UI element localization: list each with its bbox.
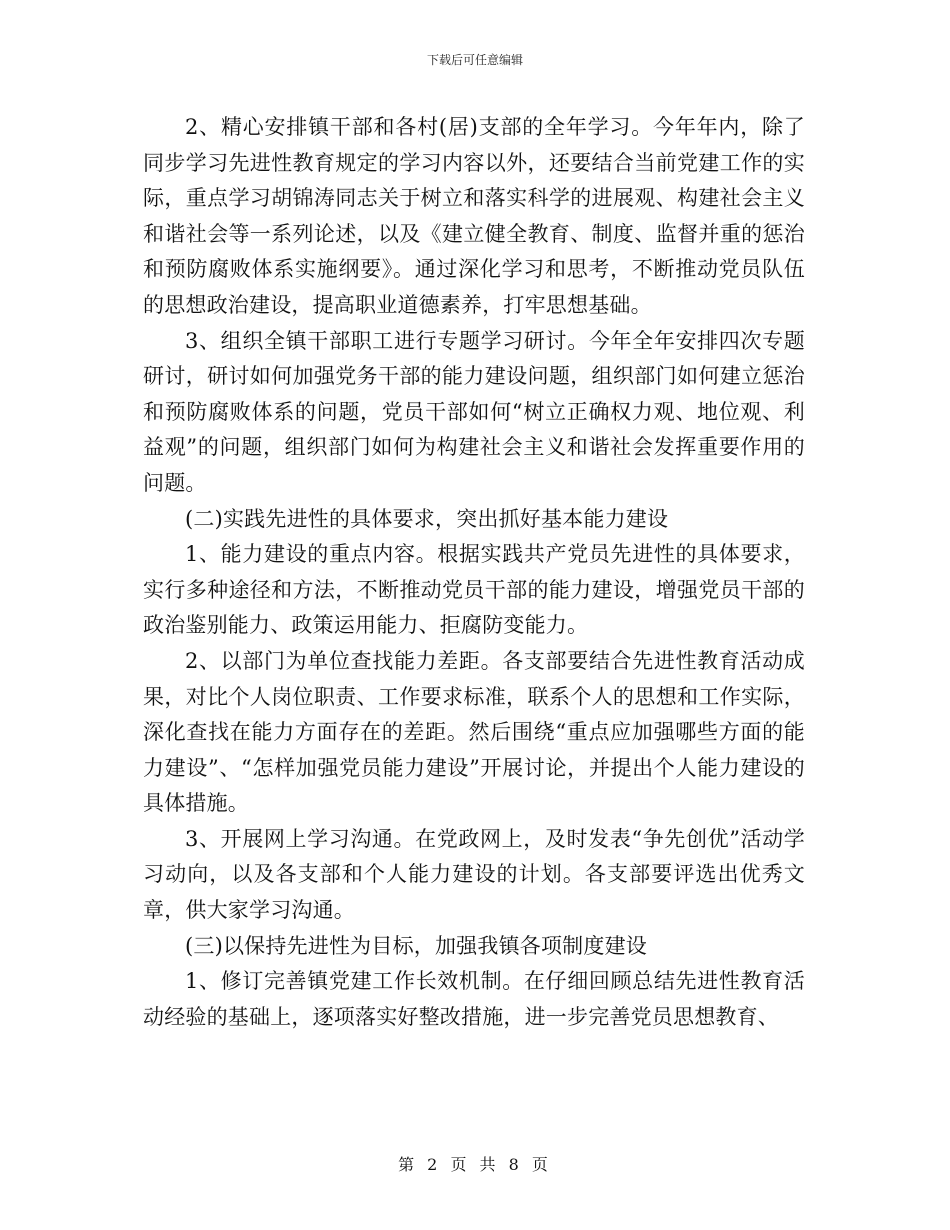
- page-number: 第 2 页 共 8 页: [398, 1155, 552, 1174]
- section-heading-3: (三)以保持先进性为目标，加强我镇各项制度建设: [185, 933, 647, 958]
- paragraph-mechanism: 1、修订完善镇党建工作长效机制。在仔细回顾总结先进性教育活动经验的基础上，逐项落实好整改措施，进一步完善党员思想教育、: [143, 969, 805, 1029]
- section-heading-2: (二)实践先进性的具体要求，突出抓好基本能力建设: [185, 506, 669, 531]
- paragraph-capacity-content: 1、能力建设的重点内容。根据实践共产党员先进性的具体要求，实行多种途径和方法，不断推动党员干部的能力建设，增强党员干部的政治鉴别能力、政策运用能力、拒腐防变能力。: [143, 542, 805, 638]
- page-header: 下载后可任意编辑: [426, 53, 523, 67]
- paragraph-seminar: 3、组织全镇干部职工进行专题学习研讨。今年全年安排四次专题研讨，研讨如何加强党务干部的能力建设问题，组织部门如何建立惩治和预防腐败体系的问题，党员干部如何“树立正确权力观、地位观、利益观”的问题，组织部门如何为构建社会主义和谐社会发挥重要作用的问题。: [143, 328, 805, 495]
- document-body: [143, 110, 805, 1035]
- paragraph-online-exchange: 3、开展网上学习沟通。在党政网上，及时发表“争先创优”活动学习动向，以及各支部和个人能力建设的计划。各支部要评选出优秀文章，供大家学习沟通。: [143, 826, 805, 923]
- paragraph-study-plan: 2、精心安排镇干部和各村(居)支部的全年学习。今年年内，除了同步学习先进性教育规定的学习内容以外，还要结合当前党建工作的实际，重点学习胡锦涛同志关于树立和落实科学的进展观、构建社会主义和谐社会等一系列论述，以及《建立健全教育、制度、监督并重的惩治和预防腐败体系实施纲要》。通过深化学习和思考，不断推动党员队伍的思想政治建设，提高职业道德素养，打牢思想基础。: [143, 115, 805, 317]
- paragraph-capacity-gap: 2、以部门为单位查找能力差距。各支部要结合先进性教育活动成果，对比个人岗位职责、工作要求标准，联系个人的思想和工作实际，深化查找在能力方面存在的差距。然后围绕“重点应加强哪些方面的能力建设”、“怎样加强党员能力建设”开展讨论，并提出个人能力建设的具体措施。: [143, 648, 805, 816]
